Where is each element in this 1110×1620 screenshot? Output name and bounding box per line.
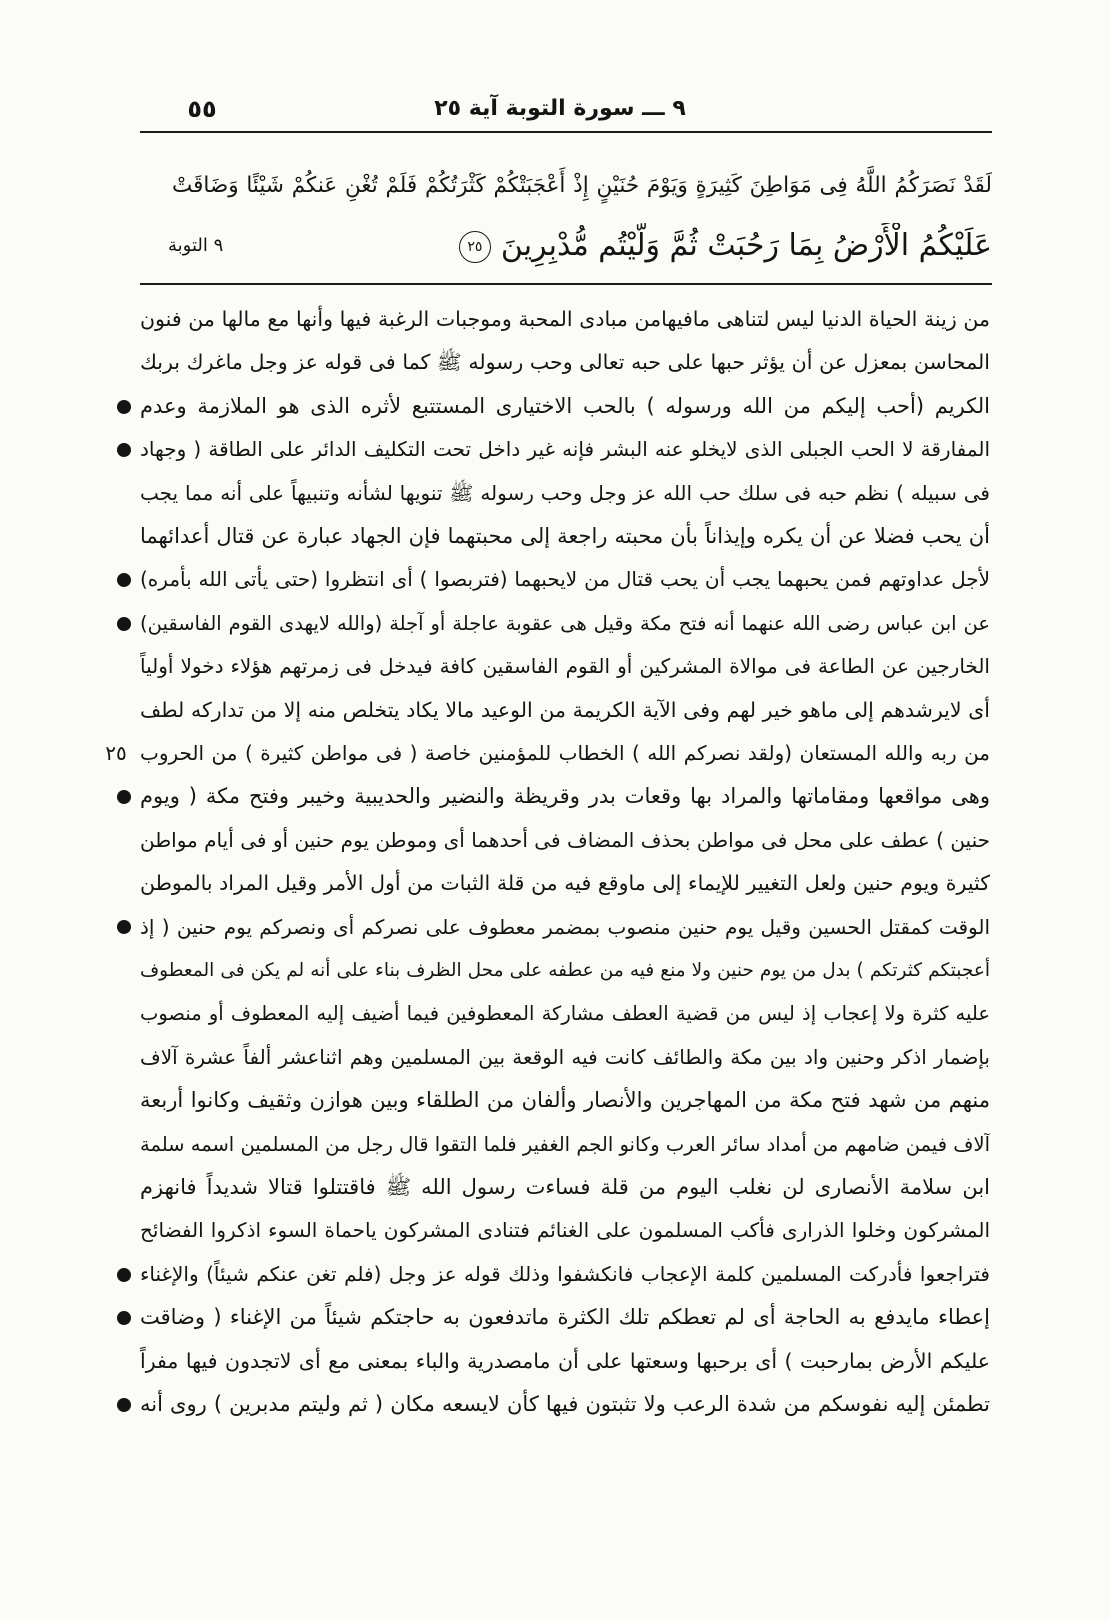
commentary-line: وهى مواقعها ومقاماتها والمراد بها وقعات بدر وقريظة والنضير والحديبية وخيبر وفتح مكة ( ويوم <box>140 784 990 809</box>
commentary-line: عليه كثرة ولا إعجاب إذ ليس من قضية العطف مشاركة المعطوفين فيما أضيف إليه المعطوف أو منصوب <box>140 1002 990 1026</box>
commentary-line: إعطاء مايدفع به الحاجة أى لم تعطكم تلك الكثرة ماتدفعون به حاجتكم شيئاً من الإغناء ( وضاقت <box>140 1305 990 1330</box>
commentary-line: منهم من شهد فتح مكة من المهاجرين والأنصار وألفان من الطلقاء وبين هوازن وثقيف وكانوا أربعة <box>140 1088 990 1113</box>
bullet-marker <box>117 443 131 457</box>
commentary-body <box>105 298 990 1428</box>
commentary-line: الخارجين عن الطاعة فى موالاة المشركين أو القوم الفاسقين كافة فيدخل فى زمرتهم هؤلاء دخولا أولياً <box>140 654 990 679</box>
verse-divider <box>140 283 992 285</box>
commentary-line: بإضمار اذكر وحنين واد بين مكة والطائف كانت فيه الوقعة بين المسلمين وهم اثناعشر ألفاً عشرة آلاف <box>140 1044 990 1069</box>
bullet-marker <box>117 1311 131 1325</box>
page-number: ٥٥ <box>187 95 217 123</box>
commentary-line: أى لايرشدهم إلى ماهو خير لهم وفى الآية الكريمة من الوعيد مالا يكاد يتخلص منه إلا من تداركه لطف <box>140 697 990 722</box>
quran-verse-line: لَقَدْ نَصَرَكُمُ اللَّهُ فِى مَوَاطِنَ كَثِيرَةٍ وَيَوْمَ حُنَيْنٍ إِذْ أَعْجَبَتْكُمْ كَثْرَتُكُمْ فَلَمْ تُغْنِ عَنكُمْ شَيْئًا وَضَاقَتْ <box>172 173 992 198</box>
commentary-line: كثيرة ويوم حنين ولعل التغيير للإيماء إلى ماوقع فيه من قلة الثبات من أول الأمر وقيل المراد بالموطن <box>140 871 990 896</box>
commentary-line: المحاسن بمعزل عن أن يؤثر حبها على حبه تعالى وحب رسوله ﷺ كما فى قوله عز وجل ماغرك بربك <box>140 350 990 375</box>
quran-verse-line-final <box>300 223 992 269</box>
commentary-line: فى سبيله ) نظم حبه فى سلك حب الله عز وجل وحب رسوله ﷺ تنويها لشأنه وتنبيهاً على أنه مما يجب <box>140 480 990 505</box>
commentary-line: الكريم (أحب إليكم من الله ورسوله ) بالحب الاختيارى المستتبع لأثره الذى هو الملازمة وعدم <box>140 393 990 418</box>
bullet-marker <box>117 790 131 804</box>
commentary-line: من ربه والله المستعان (ولقد نصركم الله ) الخطاب للمؤمنين خاصة ( فى مواطن كثيرة ) من الحروب <box>140 741 990 765</box>
commentary-line: حنين ) عطف على محل فى مواطن بحذف المضاف فى أحدهما أى وموطن يوم حنين أو فى أيام مواطن <box>140 827 990 852</box>
bullet-marker <box>117 617 131 631</box>
bullet-marker <box>117 573 131 587</box>
surah-header-title: ٩ ـــ سورة التوبة آية ٢٥ <box>434 96 686 121</box>
bullet-marker <box>117 1268 131 1282</box>
bullet-marker <box>117 1398 131 1412</box>
verse-reference: ٩ التوبة <box>168 235 224 256</box>
commentary-line: تطمئن إليه نفوسكم من شدة الرعب ولا تثبتون فيها كأن لايسعه مكان ( ثم وليتم مدبرين ) روى أنه <box>140 1392 990 1416</box>
bullet-marker <box>117 400 131 414</box>
margin-verse-number: ٢٥ <box>105 741 127 765</box>
commentary-line: عن ابن عباس رضى الله عنهما أنه فتح مكة وقيل هى عقوبة عاجلة أو آجلة (والله لايهدى القوم الفاسقين) <box>140 611 990 635</box>
header-divider <box>140 131 992 133</box>
commentary-line: الوقت كمقتل الحسين وقيل يوم حنين منصوب بمضمر معطوف على نصركم أى ونصركم يوم حنين ( إذ <box>140 914 990 939</box>
quran-verse-text: عَلَيْكُمُ الْأَرْضُ بِمَا رَحُبَتْ ثُمَّ وَلَّيْتُم مُّدْبِرِينَ <box>500 228 992 263</box>
commentary-line: فتراجعوا فأدركت المسلمين كلمة الإعجاب فانكشفوا وذلك قوله عز وجل (فلم تغن عنكم شيئاً) والإغناء <box>140 1261 990 1286</box>
commentary-line: المفارقة لا الحب الجبلى الذى لايخلو عنه البشر فإنه غير داخل تحت التكليف الدائر على الطاقة ( وجهاد <box>140 437 990 462</box>
commentary-line: من زينة الحياة الدنيا ليس لتناهى مافيهامن مبادى المحبة وموجبات الرغبة فيها وأنها مع مالها من فنون <box>140 307 990 331</box>
commentary-line: ابن سلامة الأنصارى لن نغلب اليوم من قلة فساءت رسول الله ﷺ فاقتتلوا قتالا شديداً فانهزم <box>140 1175 990 1199</box>
commentary-line: آلاف فيمن ضامهم من أمداد سائر العرب وكانو الجم الغفير فلما التقوا قال رجل من المسلمين اسمه سلمة <box>140 1132 990 1156</box>
commentary-line: المشركون وخلوا الذرارى فأكب المسلمون على الغنائم فتنادى المشركون ياحماة السوء اذكروا الفضائح <box>140 1218 990 1243</box>
commentary-line: لأجل عداوتهم فمن يحبهما يجب أن يحب قتال من لايحبهما (فتربصوا ) أى انتظروا (حتى يأتى الله بأمره) <box>140 567 990 592</box>
commentary-line: أن يحب فضلا عن أن يكره وإيذاناً بأن محبته راجعة إلى محبتهما فإن الجهاد عبارة عن قتال أعدائهما <box>140 524 990 548</box>
verse-number-marker: ٢٥ <box>459 231 491 263</box>
commentary-line: عليكم الأرض بمارحبت ) أى برحبها وسعتها على أن مامصدرية والباء بمعنى مع أى لاتجدون فيها مفراً <box>140 1348 990 1373</box>
commentary-line: أعجبتكم كثرتكم ) بدل من يوم حنين ولا منع فيه من عطفه على محل الظرف بناء على أنه لم يكن فى المعطوف <box>140 960 990 981</box>
bullet-marker <box>117 920 131 934</box>
